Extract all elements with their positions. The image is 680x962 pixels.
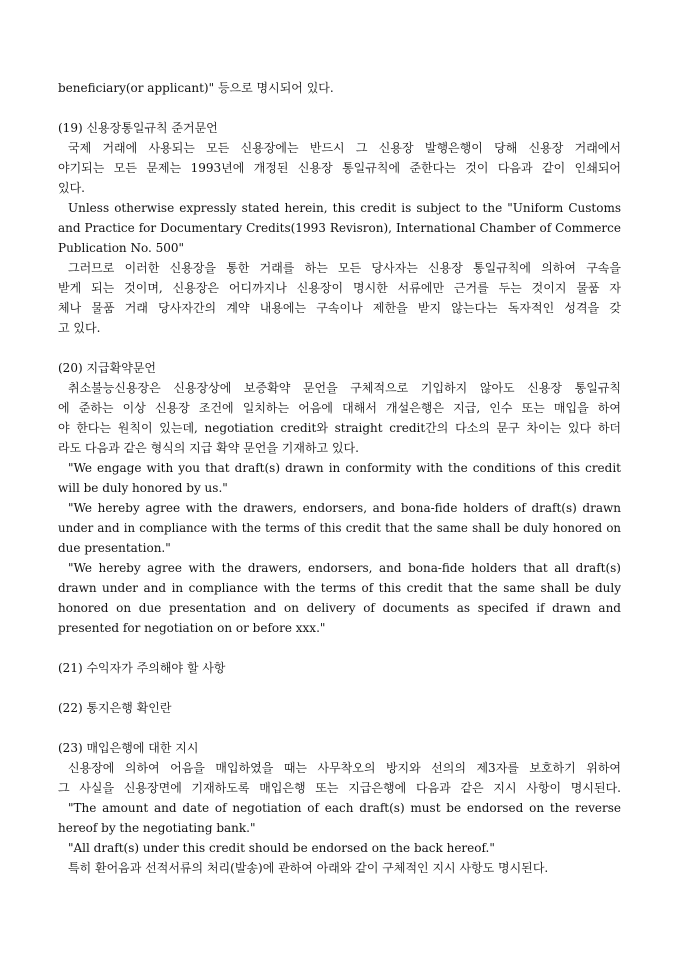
section-19-line: 있다.: [58, 181, 85, 195]
section-21: [58, 658, 621, 678]
section-20-line: "We engage with you that draft(s) drawn in conformity with the conditions of this credit: [68, 461, 621, 475]
section-19-line: 그러므로 이러한 신용장을 통한 거래를 하는 모든 당사자는 신용장 통일규칙에 의하여 구속을: [68, 261, 621, 275]
section-20-line: 취소불능신용장은 신용장상에 보증확약 문언을 구체적으로 기입하지 않아도 신용장 통일규칙: [68, 381, 621, 395]
section-22: [58, 698, 621, 718]
section-19-line: 국제 거래에 사용되는 모든 신용장에는 반드시 그 신용장 발행은행이 당해 신용장 거래에서: [68, 141, 621, 155]
section-20-line: will be duly honored by us.": [58, 481, 228, 495]
section-20-line: "We hereby agree with the drawers, endorsers, and bona-fide holders that all draft(s): [68, 561, 621, 575]
section-20-line: 에 준하는 이상 신용장 조건에 일치하는 어음에 대해서 개설은행은 지급, 인수 또는 매입을 하여: [58, 401, 621, 415]
section-20-line: "We hereby agree with the drawers, endorsers, and bona-fide holders of draft(s) drawn: [68, 501, 621, 515]
section-19-line: 야기되는 모든 문제는 1993년에 개정된 신용장 통일규칙에 준한다는 것이 다음과 같이 인쇄되어: [58, 161, 621, 175]
section-20-heading: (20) 지급확약문언: [58, 361, 156, 375]
section-20-line: 야 한다는 원칙이 있는데, negotiation credit와 straight credit간의 다소의 문구 차이는 있다 하더: [58, 421, 621, 435]
intro-paragraph: [58, 78, 621, 98]
section-23-line: 특히 환어음과 선적서류의 처리(발송)에 관하여 아래와 같이 구체적인 지시 사항도 명시된다.: [68, 861, 549, 875]
section-20-line: honored on due presentation and on delivery of documents as specifed if drawn and: [58, 601, 621, 615]
section-19-line: 체나 물품 거래 당사자간의 계약 내용에는 구속이나 제한을 받지 않는다는 독자적인 성격을 갖: [58, 301, 621, 315]
section-19-line: 고 있다.: [58, 321, 101, 335]
section-20-line: drawn under and in compliance with the terms of this credit that the same shall be duly: [58, 581, 621, 595]
section-23: [58, 738, 621, 878]
section-22-heading: (22) 통지은행 확인란: [58, 701, 172, 715]
section-20: [58, 358, 621, 638]
section-20-line: due presentation.": [58, 541, 171, 555]
section-19-heading: (19) 신용장통일규칙 준거문언: [58, 121, 218, 135]
section-23-line: hereof by the negotiating bank.": [58, 821, 256, 835]
section-23-heading: (23) 매입은행에 대한 지시: [58, 741, 199, 755]
section-20-line: under and in compliance with the terms of this credit that the same shall be duly honored on: [58, 521, 621, 535]
section-19-line: Unless otherwise expressly stated herein, this credit is subject to the "Uniform Customs: [68, 201, 621, 215]
section-19-line: 받게 되는 것이며, 신용장은 어디까지나 신용장이 명시한 서류에만 근거를 두는 것이지 물품 자: [58, 281, 621, 295]
section-20-line: 라도 다음과 같은 형식의 지급 확약 문언을 기재하고 있다.: [58, 441, 359, 455]
section-20-line: presented for negotiation on or before xxx.": [58, 621, 326, 635]
section-23-line: "The amount and date of negotiation of each draft(s) must be endorsed on the reverse: [68, 801, 621, 815]
section-19-line: and Practice for Documentary Credits(1993 Revisron), International Chamber of Commerce: [58, 221, 621, 235]
section-23-line: 그 사실을 신용장면에 기재하도록 매입은행 또는 지급은행에 다음과 같은 지시 사항이 명시된다.: [58, 781, 621, 795]
section-19-line: Publication No. 500": [58, 241, 185, 255]
section-19: [58, 118, 621, 338]
section-23-line: 신용장에 의하여 어음을 매입하였을 때는 사무착오의 방지와 선의의 제3자를 보호하기 위하여: [68, 761, 621, 775]
section-23-line: "All draft(s) under this credit should be endorsed on the back hereof.": [68, 841, 495, 855]
section-21-heading: (21) 수익자가 주의해야 할 사항: [58, 661, 226, 675]
intro-line: beneficiary(or applicant)" 등으로 명시되어 있다.: [58, 81, 334, 95]
